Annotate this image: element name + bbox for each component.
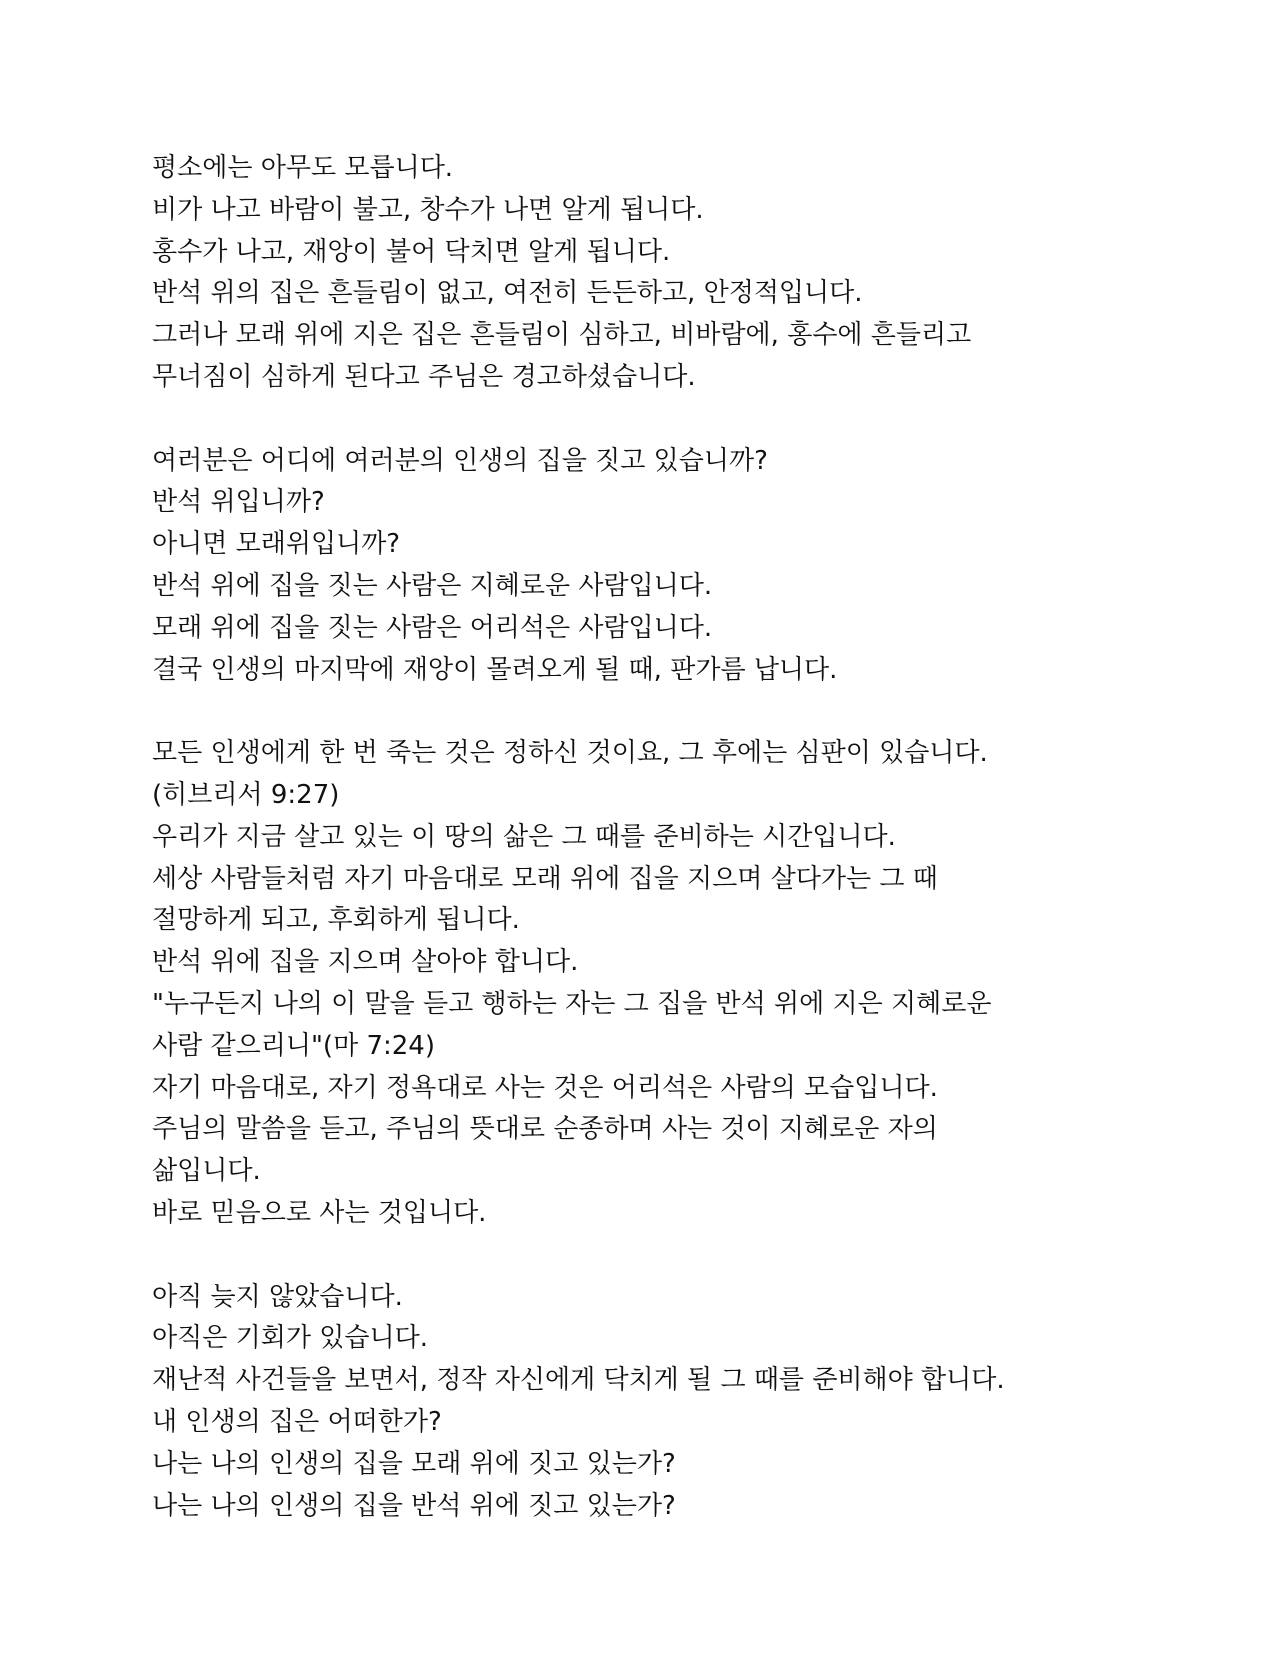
text-line: 주님의 말씀을 듣고, 주님의 뜻대로 순종하며 사는 것이 지혜로운 자의 <box>152 1114 938 1145</box>
text-line: 내 인생의 집은 어떠한가? <box>152 1406 442 1437</box>
text-line: 아직은 기회가 있습니다. <box>152 1323 428 1354</box>
text-line: 나는 나의 인생의 집을 반석 위에 짓고 있는가? <box>152 1490 676 1521</box>
text-line: 여러분은 어디에 여러분의 인생의 집을 짓고 있습니까? <box>152 445 768 476</box>
text-line: "누구든지 나의 이 말을 듣고 행하는 자는 그 집을 반석 위에 지은 지혜로운 <box>152 988 992 1019</box>
text-line: 아직 늦지 않았습니다. <box>152 1281 403 1312</box>
paragraph-gap <box>152 399 1212 441</box>
text-line: (히브리서 9:27) <box>152 779 340 810</box>
text-line: 모래 위에 집을 짓는 사람은 어리석은 사람입니다. <box>152 612 713 643</box>
text-line: 반석 위에 집을 지으며 살아야 합니다. <box>152 947 579 978</box>
text-line: 절망하게 되고, 후회하게 됩니다. <box>152 905 520 936</box>
text-line: 무너짐이 심하게 된다고 주님은 경고하셨습니다. <box>152 361 696 392</box>
paragraph <box>152 148 1212 399</box>
paragraph-gap <box>152 691 1212 733</box>
text-line: 반석 위의 집은 흔들림이 없고, 여전히 든든하고, 안정적입니다. <box>152 278 863 309</box>
text-line: 반석 위입니까? <box>152 487 325 518</box>
text-line: 나는 나의 인생의 집을 모래 위에 짓고 있는가? <box>152 1448 676 1479</box>
paragraph-gap <box>152 1235 1212 1277</box>
text-line: 그러나 모래 위에 지은 집은 흔들림이 심하고, 비바람에, 홍수에 흔들리고 <box>152 320 972 351</box>
text-line: 바로 믿음으로 사는 것입니다. <box>152 1197 487 1228</box>
text-line: 자기 마음대로, 자기 정욕대로 사는 것은 어리석은 사람의 모습입니다. <box>152 1072 938 1103</box>
body-text <box>152 148 1212 1527</box>
text-line: 사람 같으리니"(마 7:24) <box>152 1030 435 1061</box>
text-line: 비가 나고 바람이 불고, 창수가 나면 알게 됩니다. <box>152 194 704 225</box>
text-line: 결국 인생의 마지막에 재앙이 몰려오게 될 때, 판가름 납니다. <box>152 654 838 685</box>
paragraph <box>152 441 1212 692</box>
text-line: 재난적 사건들을 보면서, 정작 자신에게 닥치게 될 그 때를 준비해야 합니다. <box>152 1365 1005 1396</box>
paragraph <box>152 733 1212 1235</box>
paragraph <box>152 1277 1212 1528</box>
text-line: 반석 위에 집을 짓는 사람은 지혜로운 사람입니다. <box>152 570 713 601</box>
text-line: 홍수가 나고, 재앙이 불어 닥치면 알게 됩니다. <box>152 236 671 267</box>
text-line: 모든 인생에게 한 번 죽는 것은 정하신 것이요, 그 후에는 심판이 있습니다. <box>152 738 988 769</box>
text-line: 아니면 모래위입니까? <box>152 529 401 560</box>
text-line: 우리가 지금 살고 있는 이 땅의 삶은 그 때를 준비하는 시간입니다. <box>152 821 896 852</box>
text-line: 세상 사람들처럼 자기 마음대로 모래 위에 집을 지으며 살다가는 그 때 <box>152 863 938 894</box>
text-line: 평소에는 아무도 모릅니다. <box>152 153 454 183</box>
text-line: 삶입니다. <box>152 1156 261 1187</box>
